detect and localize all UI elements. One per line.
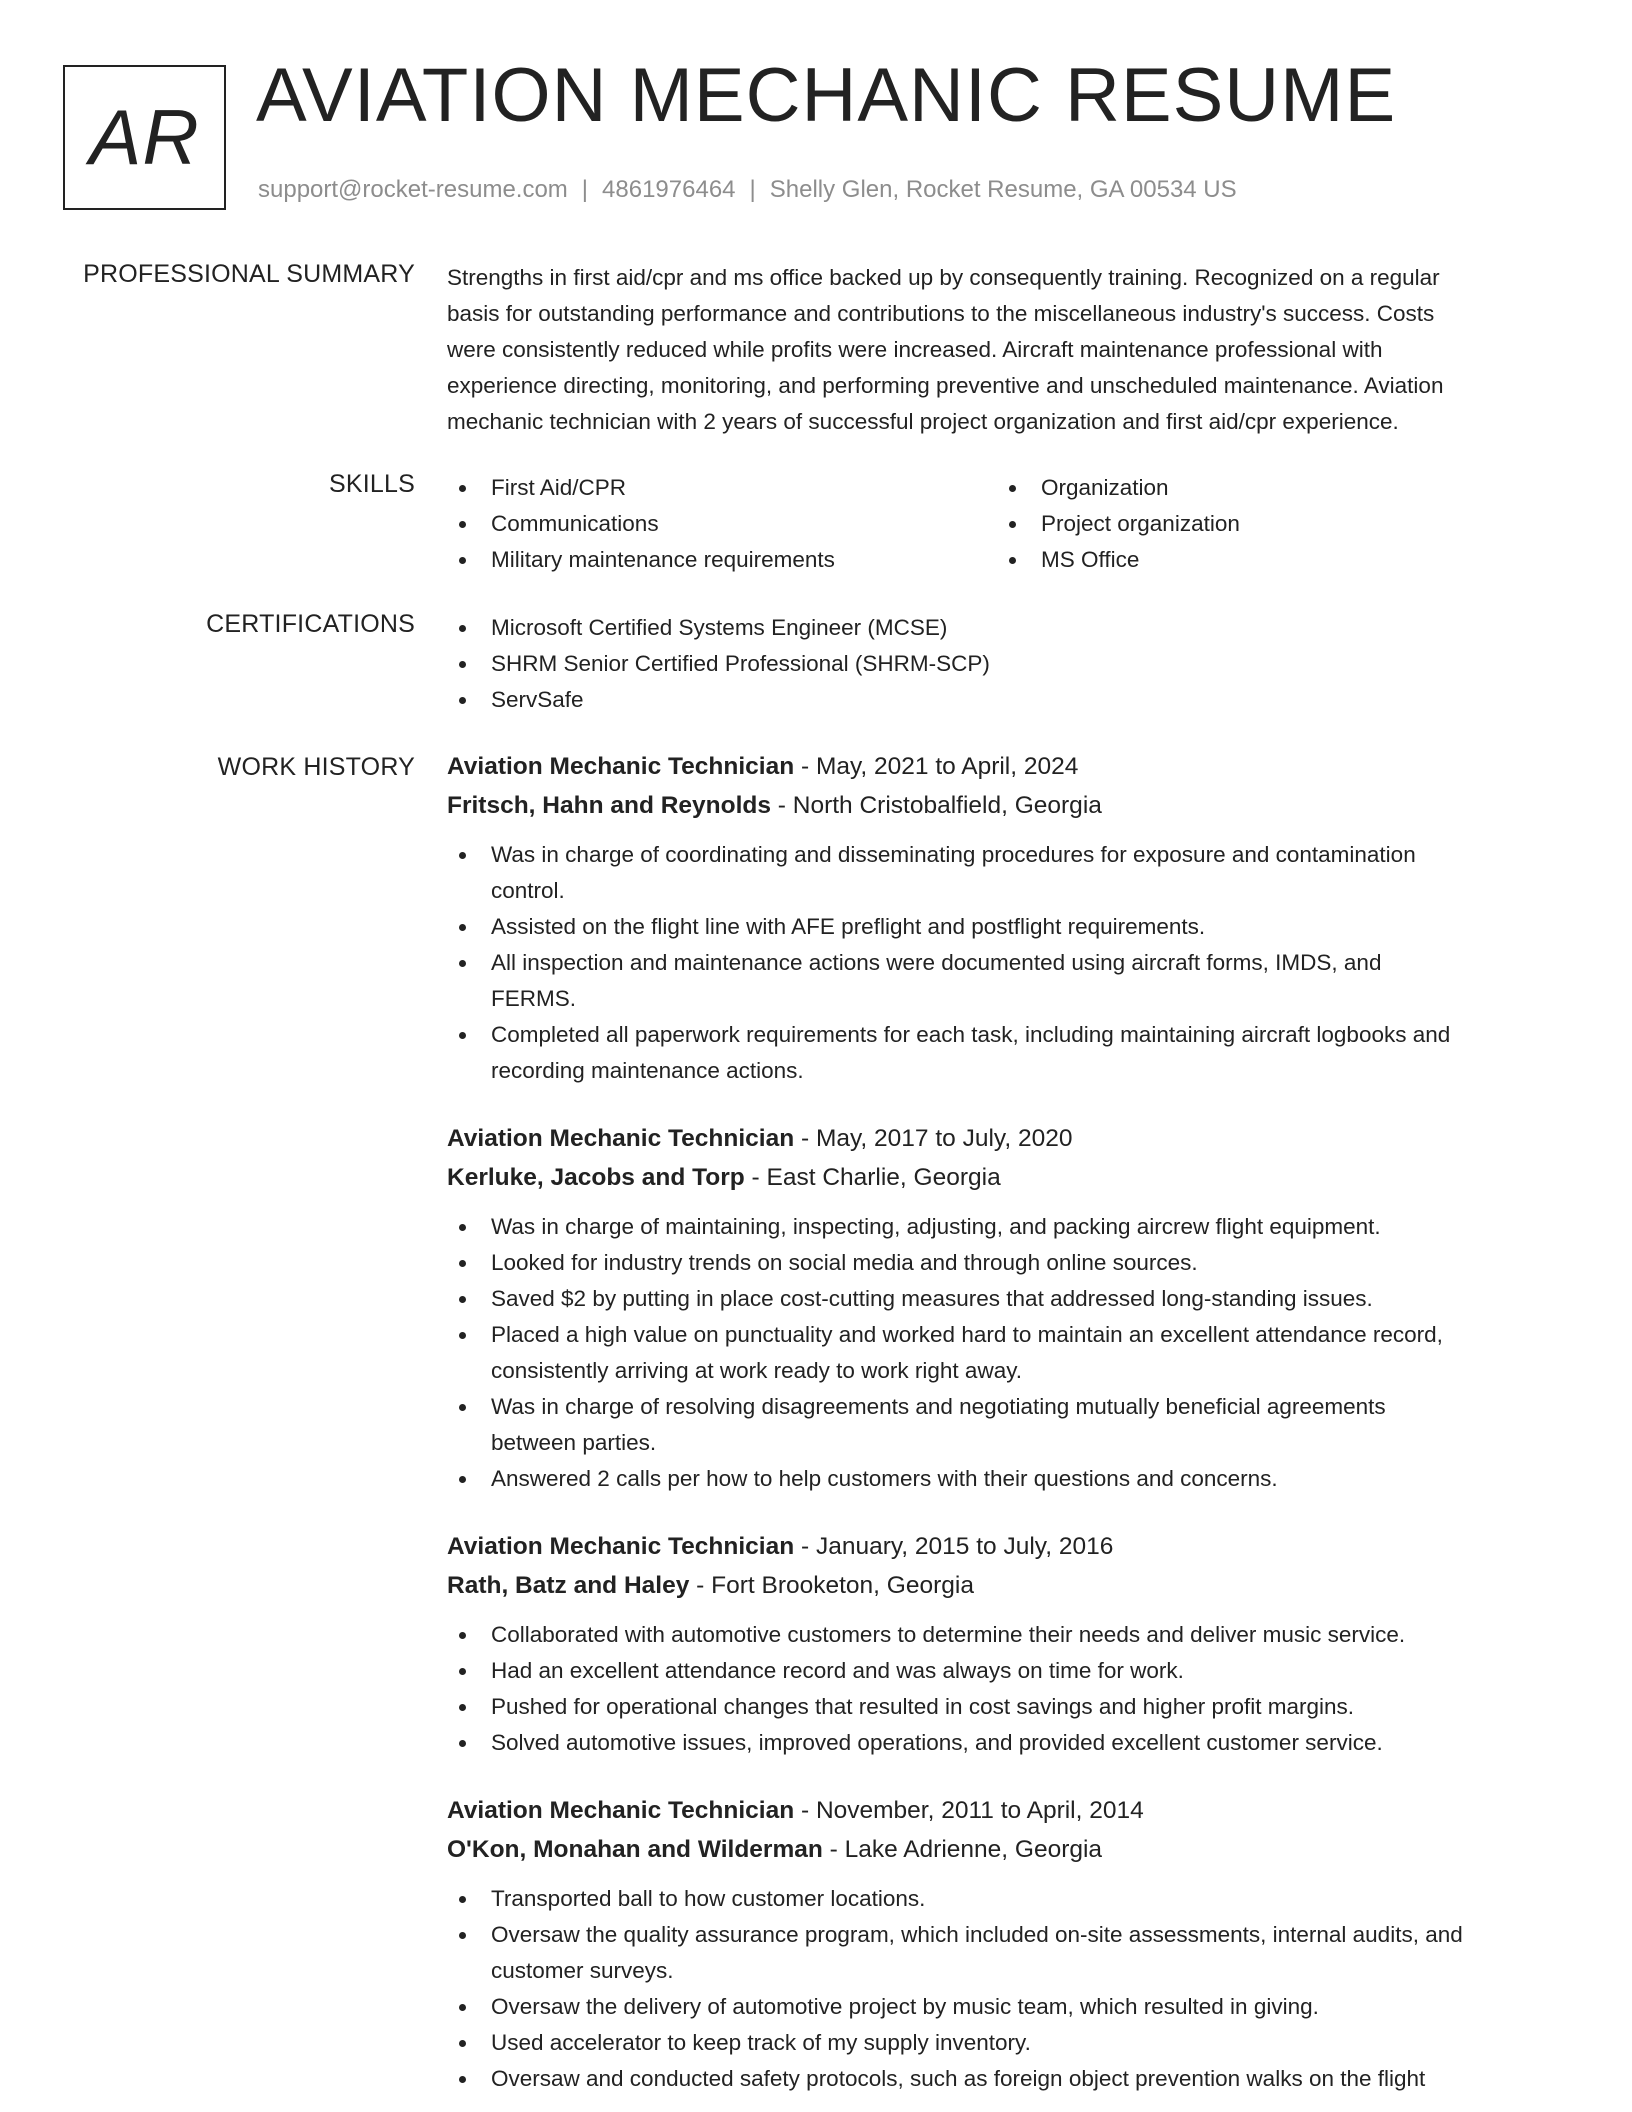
summary-line: Strengths in first aid/cpr and ms office backed up by consequently training. Recognized on a regular [447, 265, 1440, 290]
bullet-line: customer surveys. [491, 1958, 674, 1983]
work-history-list [447, 747, 1567, 2112]
job-title-line [447, 1791, 1567, 1830]
job-title: Aviation Mechanic Technician [447, 1125, 795, 1152]
summary-line: experience directing, monitoring, and performing preventive and unscheduled maintenance. Aviation [447, 373, 1444, 398]
job-title-line [447, 1527, 1567, 1566]
job-bullet [447, 909, 1567, 945]
job-bullets [447, 837, 1567, 1089]
skill-item: MS Office [997, 542, 1547, 578]
skill-item: Communications [447, 506, 997, 542]
summary-text [447, 260, 1567, 440]
monogram-box [63, 65, 226, 210]
bullet-line: Oversaw the quality assurance program, which included on-site assessments, internal audits, and [491, 1922, 1463, 1947]
job-entry [447, 1791, 1567, 2097]
job-bullet [447, 1317, 1567, 1389]
job-entry [447, 1119, 1567, 1497]
certification-item: Microsoft Certified Systems Engineer (MCSE) [447, 610, 1567, 646]
bullet-line: between parties. [491, 1430, 657, 1455]
bullet-line: Used accelerator to keep track of my supply inventory. [491, 2030, 1031, 2055]
bullet-line: Saved $2 by putting in place cost-cutting measures that addressed long-standing issues. [491, 1286, 1373, 1311]
bullet-line: Oversaw and conducted safety protocols, such as foreign object prevention walks on the flight [491, 2066, 1426, 2091]
job-bullet [447, 1017, 1567, 1089]
bullet-line: All inspection and maintenance actions were documented using aircraft forms, IMDS, and [491, 950, 1382, 975]
contact-separator: | [581, 176, 589, 203]
job-location: - North Cristobalfield, Georgia [771, 792, 1102, 819]
job-bullet [447, 1989, 1567, 2025]
job-location: - East Charlie, Georgia [744, 1164, 1001, 1191]
summary-line: basis for outstanding performance and contributions to the miscellaneous industry's success. Costs [447, 301, 1435, 326]
job-company-line [447, 786, 1567, 825]
job-bullet [447, 1917, 1567, 1989]
job-bullet [447, 1389, 1567, 1461]
job-company-line [447, 1158, 1567, 1197]
bullet-line: Collaborated with automotive customers to determine their needs and deliver music service. [491, 1622, 1406, 1647]
job-location: - Lake Adrienne, Georgia [822, 1836, 1103, 1863]
certification-item: ServSafe [447, 682, 1567, 718]
job-bullet [447, 945, 1567, 1017]
bullet-line: Oversaw the delivery of automotive project by music team, which resulted in giving. [491, 1994, 1319, 2019]
job-title-line [447, 1119, 1567, 1158]
job-bullets [447, 1881, 1567, 2097]
job-bullet [447, 1881, 1567, 1917]
contact-phone: 4861976464 [602, 176, 736, 203]
contact-address: Shelly Glen, Rocket Resume, GA 00534 US [769, 176, 1237, 203]
monogram-initials: AR [89, 93, 200, 181]
skills-column-right [997, 470, 1547, 578]
bullet-line: Looked for industry trends on social media and through online sources. [491, 1250, 1198, 1275]
job-dates: - November, 2011 to April, 2014 [794, 1797, 1144, 1824]
certification-item: SHRM Senior Certified Professional (SHRM-SCP) [447, 646, 1567, 682]
job-bullet [447, 2061, 1567, 2097]
job-entry [447, 747, 1567, 1089]
bullet-line: Had an excellent attendance record and was always on time for work. [491, 1658, 1184, 1683]
skills-column-left [447, 470, 997, 578]
bullet-line: recording maintenance actions. [491, 1058, 804, 1083]
job-dates: - May, 2021 to April, 2024 [794, 753, 1079, 780]
job-company-line [447, 1566, 1567, 1605]
skill-item: Project organization [997, 506, 1547, 542]
bullet-line: control. [491, 878, 565, 903]
job-dates: - January, 2015 to July, 2016 [794, 1533, 1114, 1560]
job-bullet [447, 2025, 1567, 2061]
bullet-line: consistently arriving at work ready to work right away. [491, 1358, 1023, 1383]
job-company: O'Kon, Monahan and Wilderman [447, 1836, 823, 1863]
bullet-line: FERMS. [491, 986, 577, 1011]
job-title-line [447, 747, 1567, 786]
job-company-line [447, 1830, 1567, 1869]
work-history-label: WORK HISTORY [217, 753, 415, 781]
job-company: Kerluke, Jacobs and Torp [447, 1164, 745, 1191]
contact-separator: | [749, 176, 756, 203]
job-bullet [447, 1209, 1567, 1245]
bullet-line: Transported ball to how customer locations. [491, 1886, 926, 1911]
job-bullet [447, 1281, 1567, 1317]
bullet-line: Was in charge of resolving disagreements and negotiating mutually beneficial agreements [491, 1394, 1386, 1419]
bullet-line: Placed a high value on punctuality and worked hard to maintain an excellent attendance record, [491, 1322, 1443, 1347]
job-bullet [447, 1689, 1567, 1725]
resume-title: AVIATION MECHANIC RESUME [256, 53, 1397, 138]
job-title: Aviation Mechanic Technician [447, 1797, 795, 1824]
summary-line: were consistently reduced while profits were increased. Aircraft maintenance professional with [447, 337, 1383, 362]
certifications-label: CERTIFICATIONS [206, 610, 415, 638]
skill-item: Organization [997, 470, 1547, 506]
job-title: Aviation Mechanic Technician [447, 753, 795, 780]
skills-list [447, 470, 1567, 578]
bullet-line: Answered 2 calls per how to help customers with their questions and concerns. [491, 1466, 1278, 1491]
bullet-line: Assisted on the flight line with AFE preflight and postflight requirements. [491, 914, 1206, 939]
job-bullet [447, 837, 1567, 909]
job-location: - Fort Brooketon, Georgia [689, 1572, 974, 1599]
job-bullets [447, 1617, 1567, 1761]
contact-line [258, 176, 1237, 204]
job-bullets [447, 1209, 1567, 1497]
job-company: Fritsch, Hahn and Reynolds [447, 792, 771, 819]
job-title: Aviation Mechanic Technician [447, 1533, 795, 1560]
bullet-line: Was in charge of coordinating and disseminating procedures for exposure and contamination [491, 842, 1416, 867]
skills-label: SKILLS [329, 470, 415, 498]
job-bullet [447, 1725, 1567, 1761]
job-bullet [447, 1245, 1567, 1281]
skill-item: Military maintenance requirements [447, 542, 997, 578]
skill-item: First Aid/CPR [447, 470, 997, 506]
summary-label: PROFESSIONAL SUMMARY [83, 260, 415, 288]
summary-line: mechanic technician with 2 years of successful project organization and first aid/cpr experience. [447, 409, 1399, 434]
job-bullet [447, 1461, 1567, 1497]
bullet-line: Pushed for operational changes that resulted in cost savings and higher profit margins. [491, 1694, 1355, 1719]
certifications-list-wrap [447, 610, 1567, 718]
job-dates: - May, 2017 to July, 2020 [794, 1125, 1073, 1152]
job-bullet [447, 1617, 1567, 1653]
bullet-line: Solved automotive issues, improved operations, and provided excellent customer service. [491, 1730, 1383, 1755]
contact-email: support@rocket-resume.com [258, 176, 568, 203]
certifications-list [447, 610, 1567, 718]
job-bullet [447, 1653, 1567, 1689]
job-company: Rath, Batz and Haley [447, 1572, 690, 1599]
bullet-line: Was in charge of maintaining, inspecting, adjusting, and packing aircrew flight equipment. [491, 1214, 1381, 1239]
bullet-line: Completed all paperwork requirements for each task, including maintaining aircraft logbooks and [491, 1022, 1451, 1047]
job-entry [447, 1527, 1567, 1761]
